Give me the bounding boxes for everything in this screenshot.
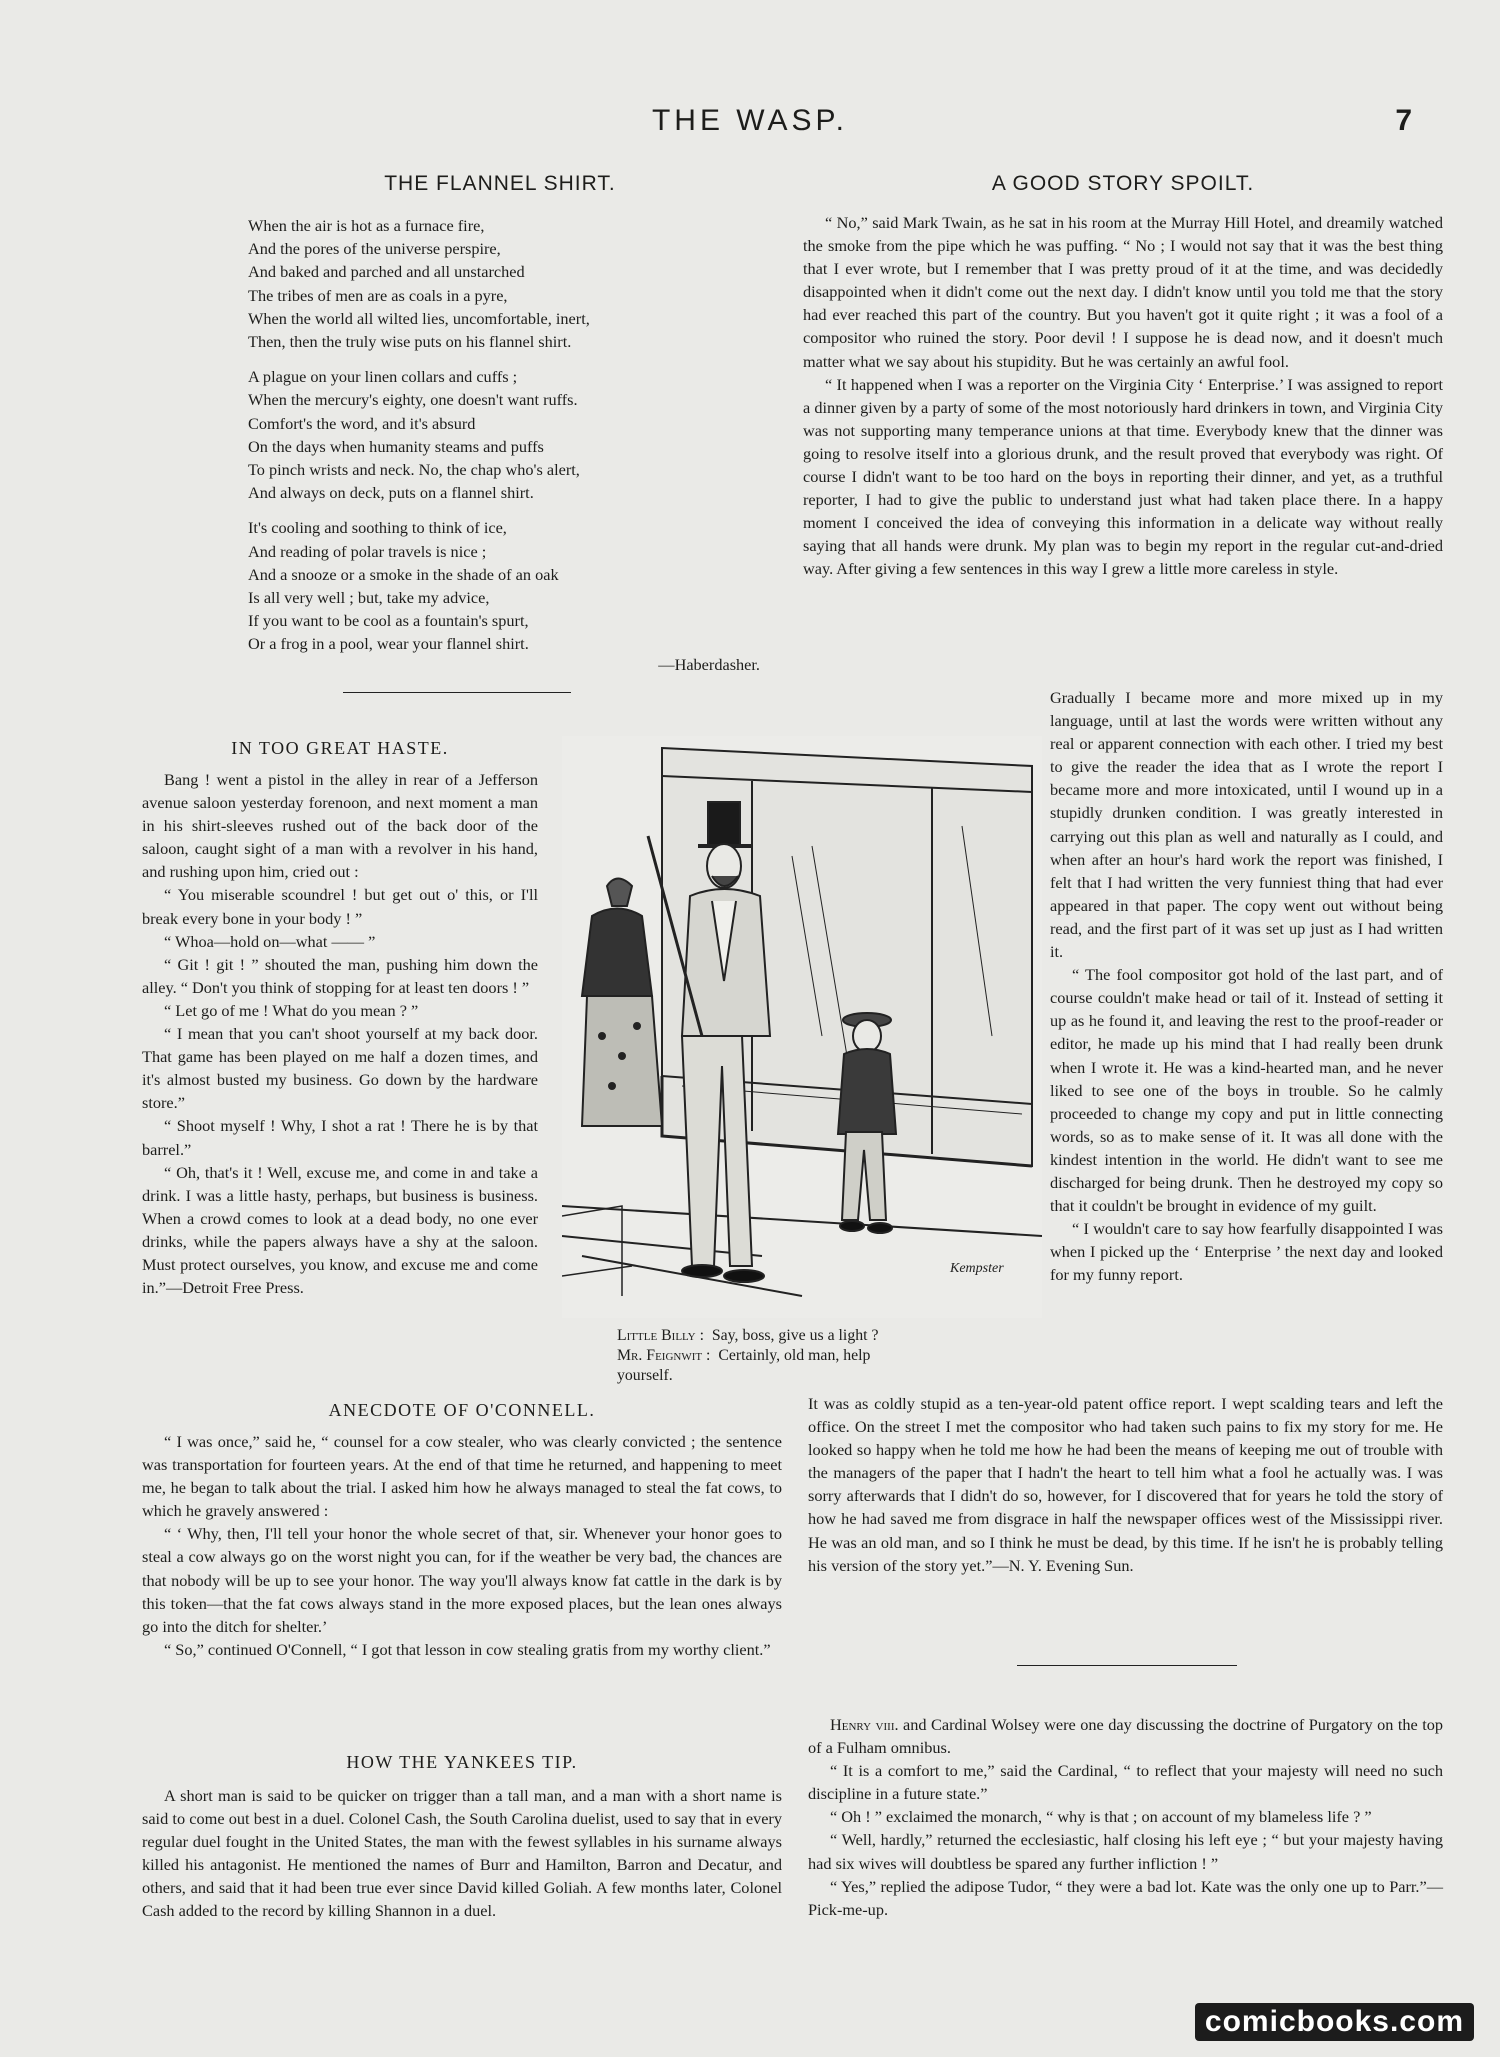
- poem-line: A plague on your linen collars and cuffs ;: [248, 367, 518, 387]
- paragraph: “ Let go of me ! What do you mean ? ”: [164, 1000, 419, 1020]
- page-number: 7: [1395, 104, 1412, 137]
- poem-line: Is all very well ; but, take my advice,: [248, 588, 490, 608]
- haste-text: [142, 768, 538, 1299]
- poem-stanza: [248, 214, 768, 353]
- spoilt-bottom-text: [808, 1392, 1443, 1577]
- poem-line: Or a frog in a pool, wear your flannel shirt.: [248, 634, 529, 654]
- poem-line: When the air is hot as a furnace fire,: [248, 216, 485, 235]
- poem-line: And the pores of the universe perspire,: [248, 239, 501, 259]
- paragraph: “ Shoot myself ! Why, I shot a rat ! There he is by that barrel.”: [142, 1116, 538, 1159]
- oconnell-title: ANECDOTE OF O'CONNELL.: [328, 1400, 596, 1420]
- paragraph: “ It is a comfort to me,” said the Cardinal, “ to reflect that your majesty will need no such discipline in a future state.”: [808, 1761, 1443, 1804]
- section-divider: [1017, 1665, 1237, 1666]
- paragraph: “ I wouldn't care to say how fearfully disappointed I was when I picked up the ‘ Enterprise ’ the next day and looked for my funny report.: [1050, 1219, 1443, 1285]
- spoilt-top-text: [803, 211, 1443, 581]
- illustration-drawing: [562, 736, 1042, 1318]
- yankees-text: [142, 1784, 782, 1923]
- poem-line: And a snooze or a smoke in the shade of an oak: [248, 564, 559, 584]
- poem-line: If you want to be cool as a fountain's spurt,: [248, 611, 529, 631]
- caption-speaker: Little Billy :: [617, 1327, 704, 1344]
- henry-lead: Henry viii.: [830, 1715, 899, 1734]
- poem-line: And always on deck, puts on a flannel shirt.: [248, 483, 534, 503]
- poem-line: When the mercury's eighty, one doesn't want ruffs.: [248, 390, 578, 410]
- caption-text: Certainly, old man, help: [718, 1347, 871, 1364]
- poem-line: Then, then the truly wise puts on his flannel shirt.: [248, 332, 572, 352]
- haste-title: IN TOO GREAT HASTE.: [231, 738, 449, 758]
- poem-line: And reading of polar travels is nice ;: [248, 541, 487, 561]
- paragraph: “ No,” said Mark Twain, as he sat in his room at the Murray Hill Hotel, and dreamily watched the smoke from the pipe which he was puffing. “ No ; I would not say that it was the best thing that I ever wrote, but I remember that I was pretty proud of it at the time, and was decidedly disappointed when it didn't come out the next day. I didn't know until you told me that the story had ever reached this part of the country. But you haven't got it quite right ; it was a fool of a compositor who ruined the story. Poor devil ! I suppose he is dead now, and it doesn't much matter what we say about his stupidity. But he was certainly an awful fool.: [803, 213, 1443, 371]
- spoilt-side-text: [1050, 686, 1443, 1286]
- paragraph: “ It happened when I was a reporter on the Virginia City ‘ Enterprise.’ I was assigned to report a dinner given by a party of some of the most notoriously hard drinkers in town, and Virginia City was not supporting many temperance unions at that time. Everybody knew that the dinner was going to resolve itself into a glorious drunk, and the result proved that everybody was right. Of course I didn't want to be too hard on the boys in reporting their dinner, and yet, as a truthful reporter, I had to give the public to understand just what had taken place there. In a happy moment I conceived the idea of conveying this information in a delicate way without really saying that all hands were drunk. My plan was to begin my report in the regular cut-and-dried way. After giving a few sentences in this way I grew a little more careless in style.: [803, 374, 1443, 579]
- paragraph: Gradually I became more and more mixed up in my language, until at last the words were written without any real or apparent connection with each other. I tried my best to give the reader the idea that as I wrote the report I became more and more intoxicated, until I wound up in a stupidly drunken condition. I was greatly interested in carrying out this plan as well and naturally as I could, and when after an hour's hard work the report was finished, I felt that I had written the very funniest thing that had ever appeared in that paper. The copy went out without being read, and the first part of it was set up just as I had written it.: [1050, 688, 1443, 962]
- masthead-title: THE WASP.: [651, 104, 849, 137]
- poem-line: The tribes of men are as coals in a pyre,: [248, 285, 508, 305]
- paragraph: “ Oh, that's it ! Well, excuse me, and come in and take a drink. I was a little hasty, perhaps, but business is business. When a crowd comes to look at a dead body, no one ever drinks, while the papers always have a shy at the saloon. Must protect ourselves, you know, and excuse me and come in.”—Detroit Free Press.: [142, 1162, 538, 1298]
- poem-line: On the days when humanity steams and puffs: [248, 436, 544, 456]
- paragraph: “ I mean that you can't shoot yourself at my back door. That game has been played on me half a dozen times, and it's almost busted my business. Go down by the hardware store.”: [142, 1024, 538, 1113]
- caption-text: Say, boss, give us a light ?: [711, 1327, 879, 1344]
- illustration-caption: [617, 1326, 1017, 1366]
- flannel-attribution: —Haberdasher.: [658, 655, 760, 674]
- henry-text: [808, 1713, 1443, 1921]
- paragraph: It was as coldly stupid as a ten-year-old patent office report. I wept scalding tears and left the office. On the street I met the compositor who had taken such pains to fix my story for me. He looked so happy when he told me how he had been the means of keeping me out of trouble with the managers of the paper that I hadn't the heart to tell him what a fool he actually was. I was sorry afterwards that I didn't do so, however, for I discovered that for years he told the story of how he had saved me from disgrace in half the newspaper offices west of the Mississippi river. He was an old man, and so I think he must be dead, by this time. If he isn't he is probably telling his version of the story yet.”—N. Y. Evening Sun.: [808, 1394, 1443, 1575]
- oconnell-text: [142, 1430, 782, 1661]
- paragraph: “ Whoa—hold on—what —— ”: [164, 931, 376, 951]
- poem-stanza: [248, 365, 768, 504]
- paragraph: “ You miserable scoundrel ! but get out o' this, or I'll break every bone in your body ! ”: [142, 885, 538, 928]
- paragraph: “ I was once,” said he, “ counsel for a cow stealer, who was clearly convicted ; the sentence was transportation for fourteen years. At the end of that time he returned, and happening to meet me, he began to talk about the trial. I asked him how he always managed to steal the fat cows, to which he gravely answered :: [142, 1432, 782, 1521]
- section-divider: [343, 692, 571, 693]
- yankees-title: HOW THE YANKEES TIP.: [346, 1752, 578, 1772]
- illustration-caption-tail: yourself.: [617, 1367, 673, 1384]
- paragraph: “ The fool compositor got hold of the last part, and of course couldn't make head or tail of it. Instead of setting it up as he found it, and leaving the rest to the proof-reader or editor, he made up his mind that I had really been drunk when I wrote it. He was a kind-hearted man, and he never liked to see one of the boys in trouble. So he calmly proceeded to change my copy and put in little connecting words, so as to make sense of it. It was all done with the kindest intention in the world. He didn't want to see me discharged for being drunk. Then he destroyed my copy so that it couldn't be brought in evidence of my guilt.: [1050, 965, 1443, 1216]
- watermark-logo: comicbooks.com: [1195, 2003, 1474, 2041]
- paragraph: [808, 1713, 1443, 1759]
- illustration: [562, 736, 1042, 1318]
- poem-line: To pinch wrists and neck. No, the chap who's alert,: [248, 460, 580, 480]
- paragraph: “ So,” continued O'Connell, “ I got that lesson in cow stealing gratis from my worthy client.”: [164, 1639, 771, 1659]
- paragraph: “ Well, hardly,” returned the ecclesiastic, half closing his left eye ; “ but your majesty having had six wives will doubtless be spared any further infliction ! ”: [808, 1830, 1443, 1873]
- poem-line: When the world all wilted lies, uncomfortable, inert,: [248, 308, 590, 328]
- illustration-signature: Kempster: [950, 1261, 1004, 1276]
- flannel-poem: [248, 214, 768, 668]
- poem-line: Comfort's the word, and it's absurd: [248, 413, 476, 433]
- flannel-title: THE FLANNEL SHIRT.: [384, 172, 616, 195]
- paragraph: “ Yes,” replied the adipose Tudor, “ they were a bad lot. Kate was the only one up to Parr.”—Pick-me-up.: [808, 1876, 1443, 1919]
- spoilt-title: A GOOD STORY SPOILT.: [991, 172, 1255, 195]
- caption-speaker: Mr. Feignwit :: [617, 1347, 711, 1364]
- paragraph: Bang ! went a pistol in the alley in rear of a Jefferson avenue saloon yesterday forenoon, and next moment a man in his shirt-sleeves rushed out of the back door of the saloon, caught sight of a man with a revolver in his hand, and rushing upon him, cried out :: [142, 770, 538, 882]
- poem-line: It's cooling and soothing to think of ice,: [248, 518, 507, 538]
- paragraph: “ Oh ! ” exclaimed the monarch, “ why is that ; on account of my blameless life ? ”: [830, 1807, 1372, 1827]
- poem-stanza: [248, 516, 768, 655]
- henry-lead-rest: and Cardinal Wolsey were one day discussing the doctrine of Purgatory on the top of a Fulham omnibus.: [808, 1715, 1443, 1758]
- poem-line: And baked and parched and all unstarched: [248, 262, 525, 282]
- paragraph: “ ‘ Why, then, I'll tell your honor the whole secret of that, sir. Whenever your honor goes to steal a cow always go on the worst night you can, for if the weather be very bad, the chances are that nobody will be up to see your honor. The way you'll always know fat cattle in the dark is by this token—that the fat cows always stand in the more exposed places, but the lean ones always go into the ditch for shelter.’: [142, 1524, 782, 1636]
- paragraph: A short man is said to be quicker on trigger than a tall man, and a man with a short name is said to come out best in a duel. Colonel Cash, the South Carolina duelist, used to say that in every regular duel fought in the United States, the man with the fewest syllables in his surname always killed his antagonist. He mentioned the names of Burr and Hamilton, Barron and Decatur, and others, and said that it had been true ever since David killed Goliah. A few months later, Colonel Cash added to the record by killing Shannon in a duel.: [142, 1786, 782, 1921]
- paragraph: “ Git ! git ! ” shouted the man, pushing him down the alley. “ Don't you think of stopping for at least ten doors ! ”: [142, 954, 538, 997]
